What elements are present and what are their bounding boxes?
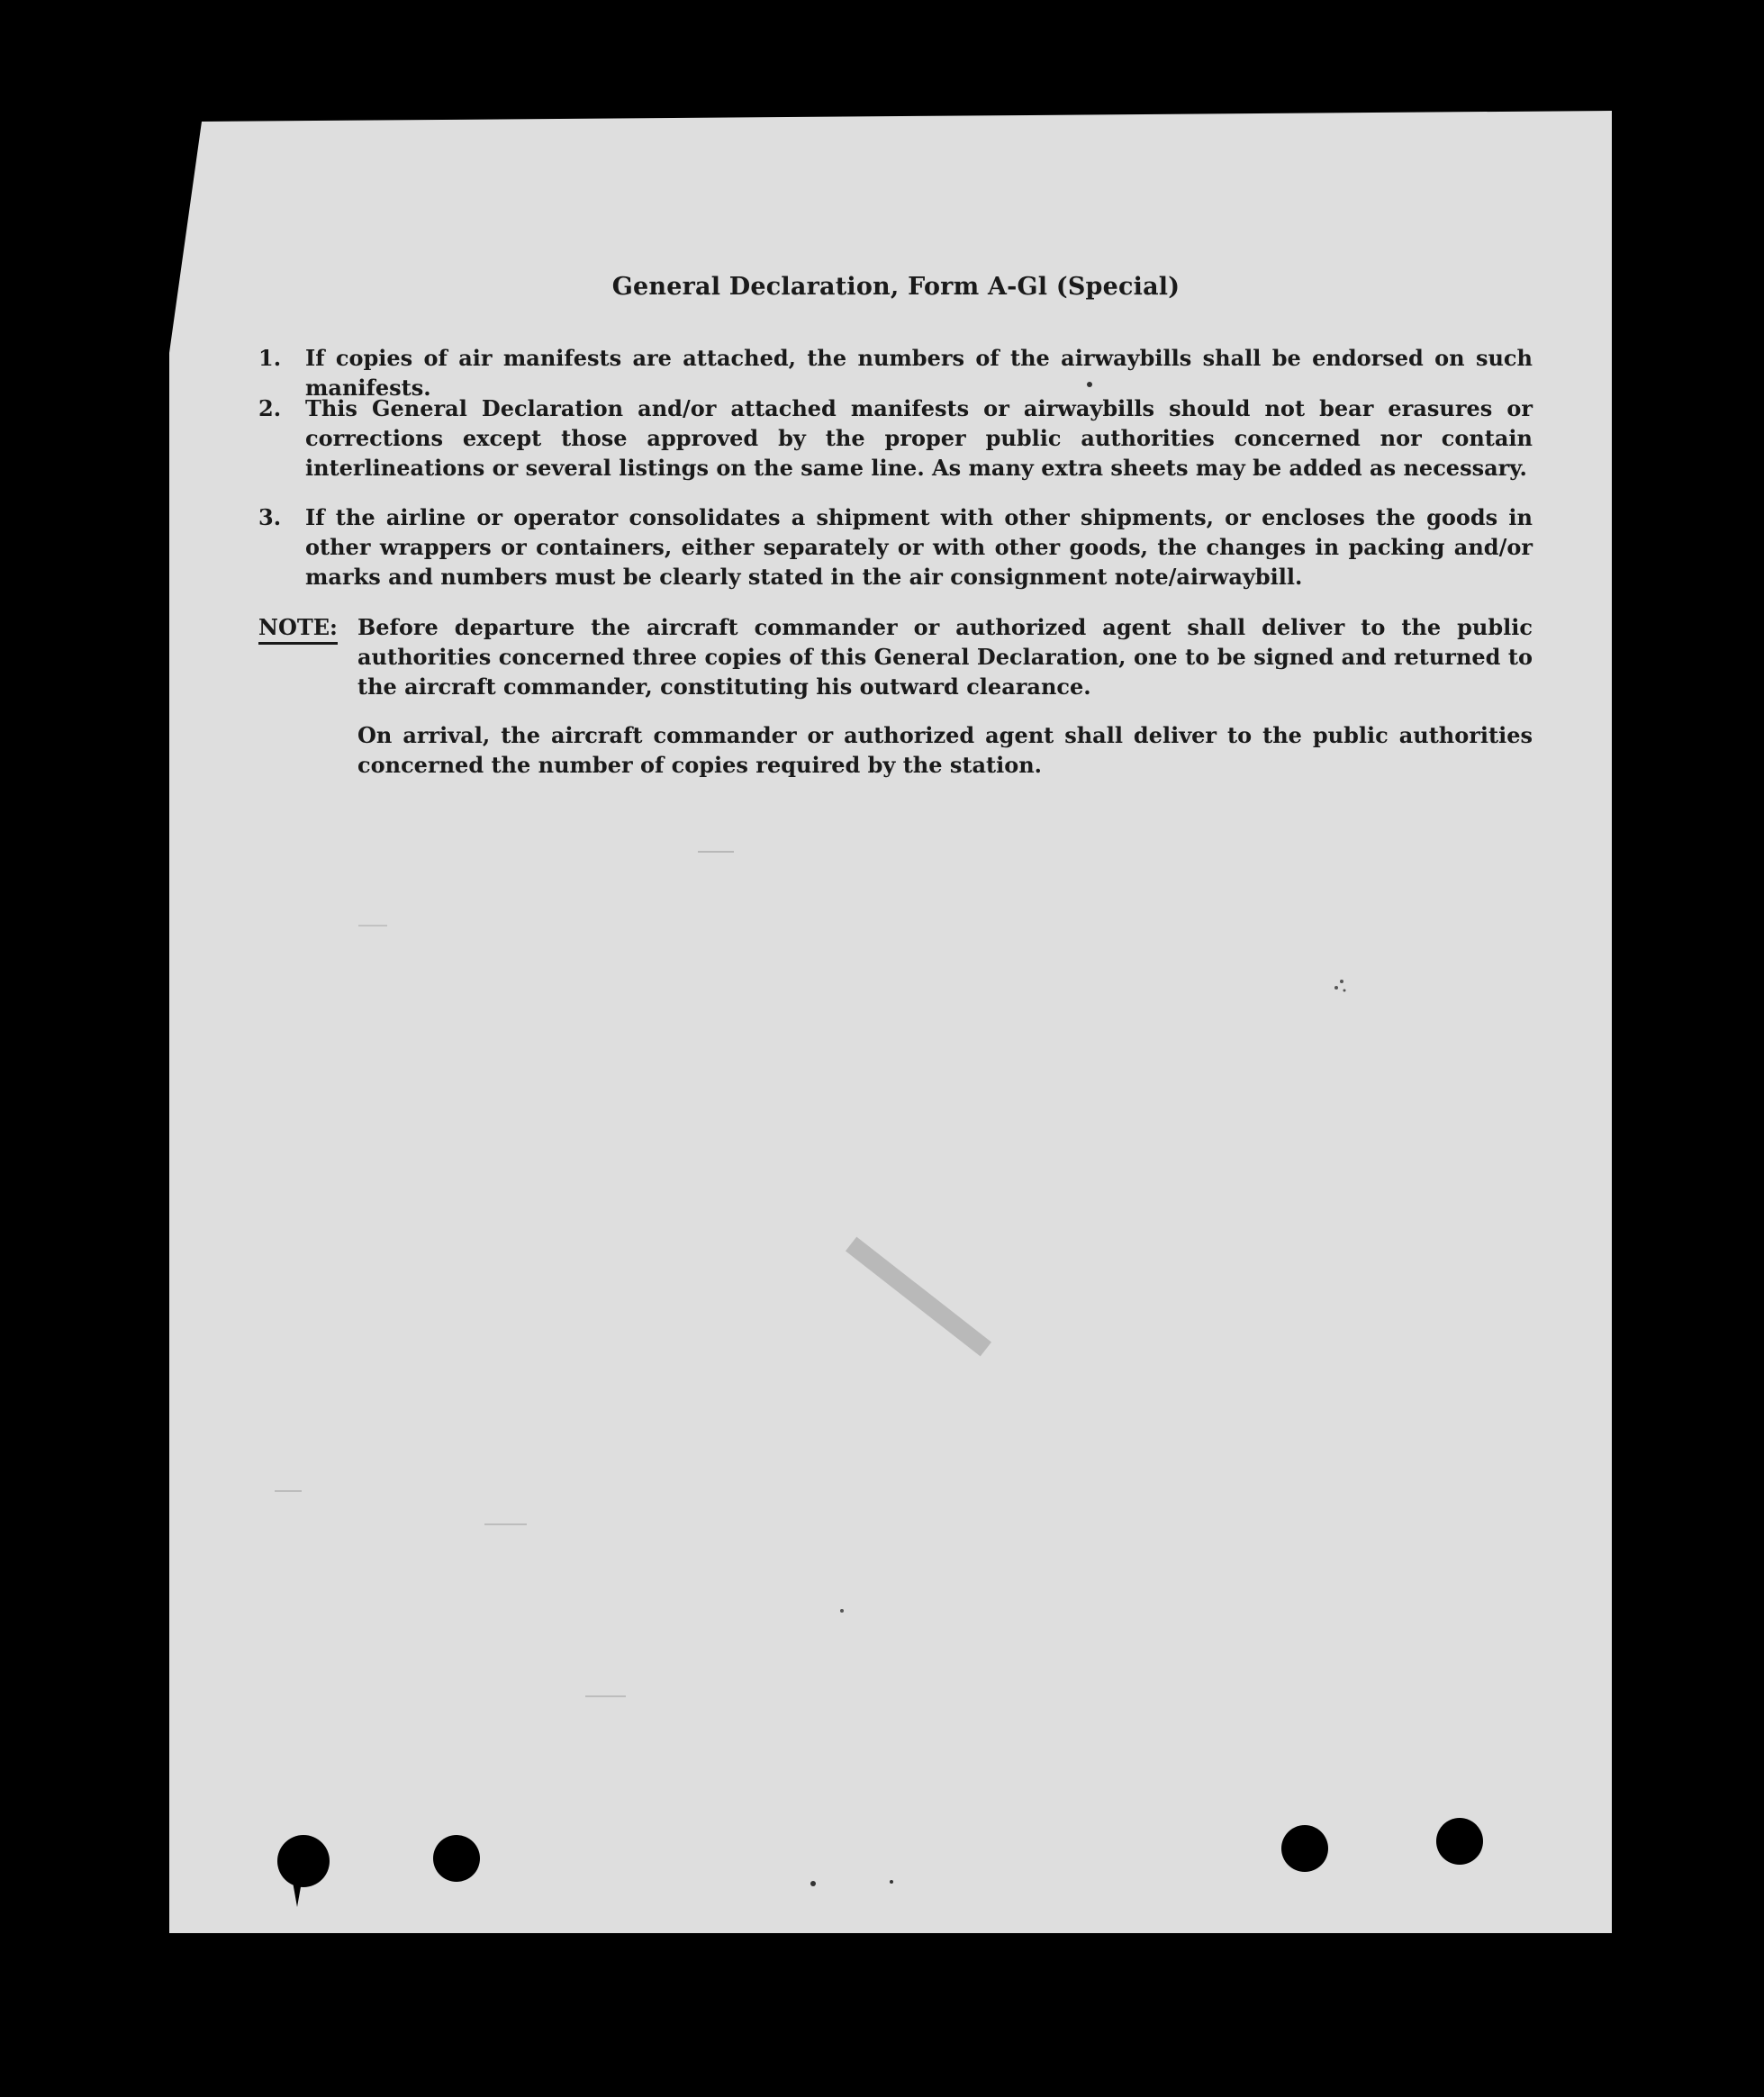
- document-title: General Declaration, Form A-Gl (Special): [611, 273, 1181, 301]
- item-text: If copies of air manifests are attached, the numbers of the airwaybills shall be endorsed on such manifests.: [305, 345, 1533, 401]
- note-paragraph: On arrival, the aircraft commander or authorized agent shall deliver to the public authorities concerned the number of copies required by the station.: [357, 722, 1533, 778]
- item-number: 1.: [258, 345, 282, 371]
- item-text: This General Declaration and/or attached manifests or airwaybills should not bear erasures or corrections except those approved by the proper public authorities concerned nor contain interlineations or several listings on the same line. As many extra sheets may be added as necessary.: [305, 395, 1533, 481]
- item-number: 3.: [258, 504, 282, 530]
- item-number: 2.: [258, 395, 282, 421]
- note-paragraph: Before departure the aircraft commander or authorized agent shall deliver to the public authorities concerned three copies of this General Declaration, one to be signed and returned to the aircraft commander, constituting his outward clearance.: [357, 614, 1533, 700]
- note-label: NOTE:: [258, 612, 338, 645]
- item-text: If the airline or operator consolidates a shipment with other shipments, or encloses the goods in other wrappers or containers, either separately or with other goods, the changes in packing and/or marks and numbers must be clearly stated in the air consignment note/airwaybill.: [305, 504, 1533, 590]
